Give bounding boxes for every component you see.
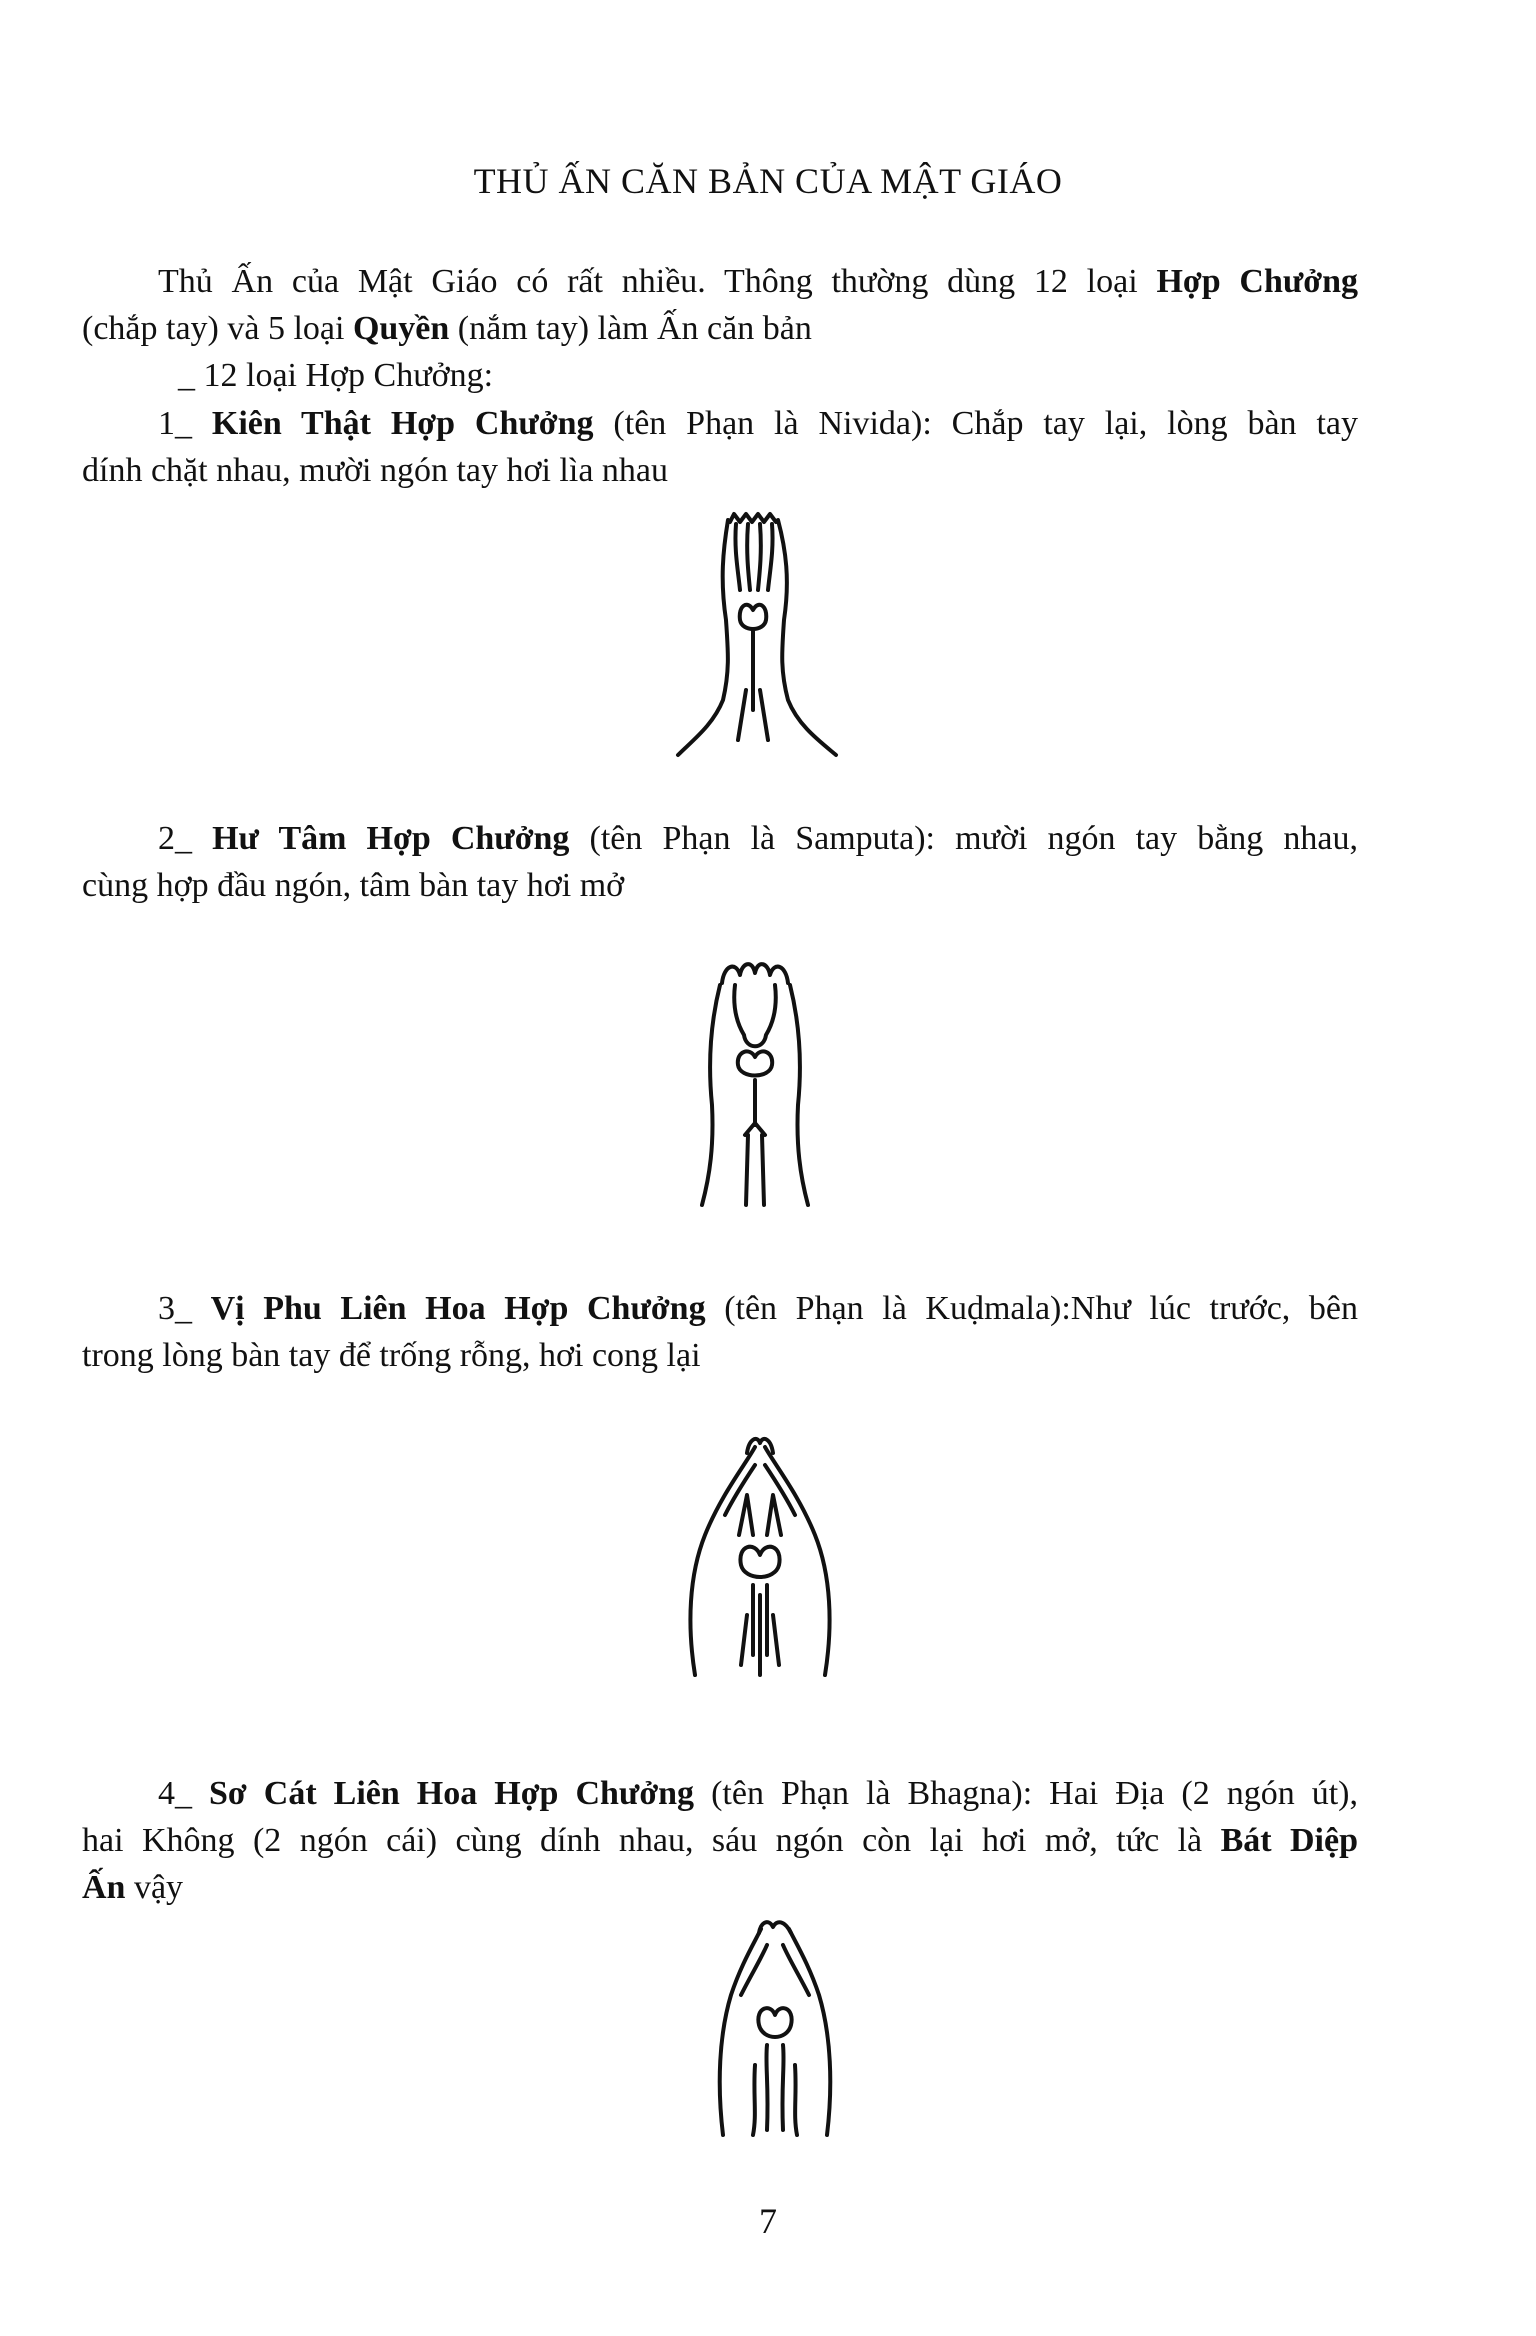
bold-bat-diep: Bát Diệp bbox=[1220, 1822, 1359, 1859]
item-3-paragraph: 3_ Vị Phu Liên Hoa Hợp Chưởng (tên Phạn là Kuḍmala):Như lúc trước, bên trong lòng bàn tay để trống rỗng, hơi cong lại bbox=[82, 1290, 1359, 1374]
item-2-paragraph: 2_ Hư Tâm Hợp Chưởng (tên Phạn là Samputa): mười ngón tay bằng nhau, cùng hợp đầu ngón, tâm bàn tay hơi mở bbox=[82, 820, 1359, 904]
item-1-paragraph: 1_ Kiên Thật Hợp Chưởng (tên Phạn là Nivida): Chắp tay lại, lòng bàn tay dính chặt nhau, mười ngón tay hơi lìa nhau bbox=[82, 405, 1358, 489]
item-2-name: Hư Tâm Hợp Chưởng bbox=[212, 820, 570, 857]
bold-an: Ấn bbox=[82, 1869, 126, 1906]
intro-line-3: _ 12 loại Hợp Chưởng: bbox=[178, 357, 494, 394]
intro-line-2: (chắp tay) và 5 loại Quyền (nắm tay) làm Ấn căn bản bbox=[82, 310, 812, 347]
item-4-paragraph: 4_ Sơ Cát Liên Hoa Hợp Chưởng (tên Phạn là Bhagna): Hai Địa (2 ngón út), hai Không (2 ngón cái) cùng dính nhau, sáu ngón còn lại hơi mở, tức là Bát Diệp Ấn vậy bbox=[82, 1775, 1359, 1906]
mudra-illustration-4 bbox=[695, 1915, 855, 2155]
page-number: 7 bbox=[759, 2201, 777, 2241]
page-title: THỦ ẤN CĂN BẢN CỦA MẬT GIÁO bbox=[473, 161, 1063, 201]
mudra-illustration-2 bbox=[680, 955, 830, 1215]
bold-hop-chuong: Hợp Chưởng bbox=[1156, 263, 1358, 300]
item-4-name: Sơ Cát Liên Hoa Hợp Chưởng bbox=[209, 1775, 695, 1812]
mudra-illustration-1 bbox=[668, 510, 848, 770]
mudra-illustration-3 bbox=[655, 1425, 865, 1705]
item-1-name: Kiên Thật Hợp Chưởng bbox=[211, 405, 594, 442]
item-3-name: Vị Phu Liên Hoa Hợp Chưởng bbox=[210, 1290, 706, 1327]
bold-quyen: Quyền bbox=[352, 310, 450, 347]
intro-paragraph bbox=[82, 258, 1358, 399]
intro-line-1: Thủ Ấn của Mật Giáo có rất nhiều. Thông thường dùng 12 loại Hợp Chưởng bbox=[158, 263, 1358, 300]
